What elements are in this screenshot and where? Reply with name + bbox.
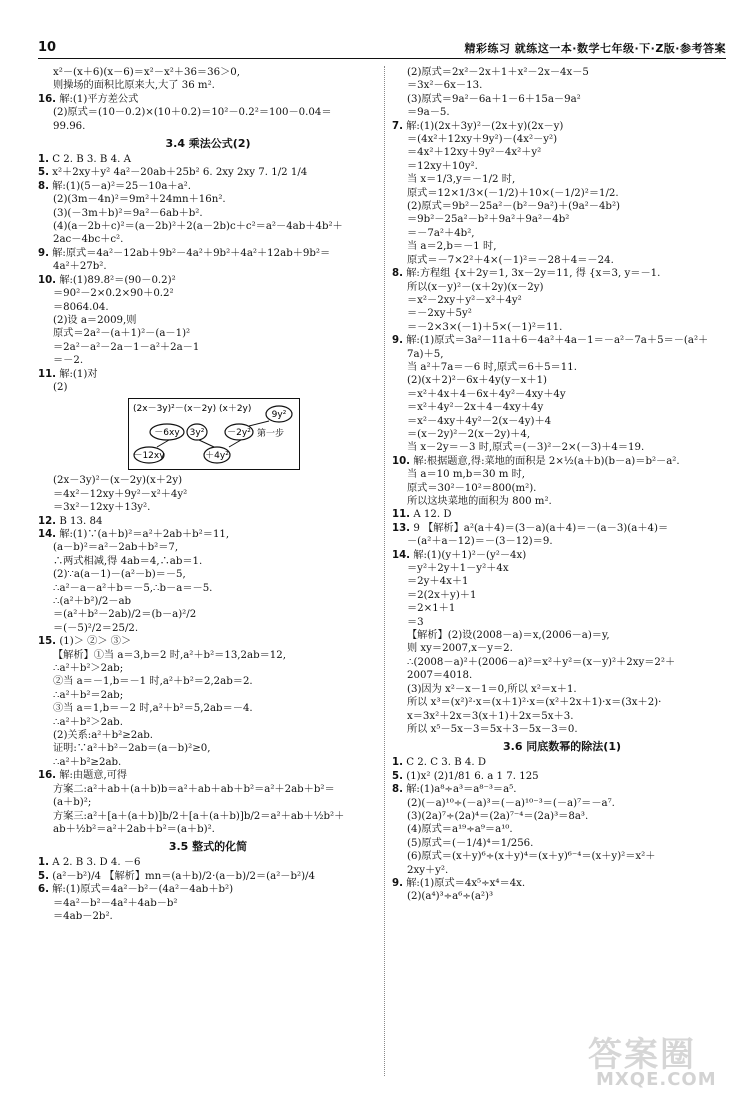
answer-text: x＝3x²＋2x＝3(x＋1)＋2x＝5x＋3. — [407, 710, 574, 722]
answer-line — [392, 642, 732, 655]
answer-text: (2)(x＋2)²－6x＋4y(y－x＋1) — [407, 375, 548, 387]
answer-text: ＝x²＋4x＋4－6x＋4y²－4xy＋4y — [407, 388, 566, 400]
answer-text: C 2. B 3. B 4. A — [52, 154, 131, 166]
answer-text: 解:(1)∵(a＋b)²＝a²＋2ab＋b²＝11, — [59, 528, 230, 540]
answer-text: ＝－2xy＋5y² — [407, 308, 472, 320]
answer-item — [392, 770, 732, 783]
question-number: 14. — [38, 528, 57, 540]
answer-line — [392, 200, 732, 213]
answer-text: 当 a＝10 m,b＝30 m 时, — [407, 469, 526, 481]
answer-text: C 2. C 3. B 4. D — [406, 757, 487, 769]
answer-text: (3)(2a)⁷÷(2a)⁴＝(2a)⁷⁻⁴＝(2a)³＝8a³. — [407, 810, 589, 822]
answer-text: ＝－2. — [53, 355, 84, 367]
answer-item — [392, 455, 732, 468]
diagram-term: ＋4y² — [205, 451, 229, 462]
answer-line — [38, 314, 378, 327]
answer-text: (3)(－3m＋b)²＝9a²－6ab＋b². — [53, 207, 203, 219]
watermark-logo: 答案圈 — [588, 1035, 696, 1075]
answer-text: (1)＞ ②＞ ③＞ — [59, 636, 132, 648]
diagram-arrow — [249, 421, 269, 426]
answer-text: ＝4x²＋12xy＋9y²－4x²＋y² — [407, 147, 542, 159]
diagram-term: －12xy — [133, 451, 165, 462]
question-number: 10. — [392, 455, 411, 467]
answer-text: ＝2a²－a²－2a－1－a²＋2a－1 — [53, 341, 200, 353]
answer-line — [392, 837, 732, 850]
answer-text: ＝(x－2y)²－2(x－2y)＋4, — [407, 428, 531, 440]
answer-text: (2)关系:a²＋b²≥2ab. — [53, 730, 154, 742]
answer-line — [38, 595, 378, 608]
answer-text: (4)(a－2b＋c)²＝(a－2b)²＋2(a－2b)c＋c²＝a²－4ab＋4b²＋ — [53, 221, 343, 233]
answer-item — [38, 515, 378, 528]
answer-text: ＝(4x²＋12xy＋9y²)－(4x²－y²) — [407, 134, 558, 146]
answer-text: 解:(1)(y＋1)²－(y²－4x) — [413, 549, 527, 561]
answer-text: ＝12xy＋10y². — [407, 160, 478, 172]
answer-text: (3)原式＝9a²－6a＋1－6＋15a－9a² — [407, 93, 581, 105]
diagram-term: －6xy — [154, 428, 180, 439]
answer-line — [38, 582, 378, 595]
answer-text: 解:由题意,可得 — [59, 770, 128, 782]
answer-text: ＝2y＋4x＋1 — [407, 576, 469, 588]
question-number: 1. — [38, 154, 49, 166]
answer-text: ∴a²＋b²≥2ab. — [53, 756, 122, 768]
answer-text: ＝4x²－12xy＋9y²－x²＋4y² — [53, 488, 188, 500]
answer-text: ＝(－5)²/2＝25/2. — [53, 622, 139, 634]
answer-text: 原式＝2a²－(a＋1)²－(a－1)² — [53, 328, 191, 340]
answer-line — [392, 307, 732, 320]
answer-line — [392, 66, 732, 79]
answer-line — [38, 354, 378, 367]
answer-line — [392, 482, 732, 495]
answer-line — [392, 823, 732, 836]
answer-line — [38, 716, 378, 729]
answer-item — [392, 334, 732, 347]
answer-line — [38, 689, 378, 702]
answer-text: ∴(a²＋b²)/2－ab — [53, 596, 132, 607]
answer-text: 解:(1)原式＝4a²－b²－(4a²－4ab＋b²) — [52, 884, 234, 896]
answer-text: 解:(1)对 — [59, 368, 98, 380]
diagram-term: 9y² — [271, 410, 287, 421]
answer-line — [392, 227, 732, 240]
answer-text: 所以 x³＝(x²)²·x＝(x＋1)²·x＝(x²＋2x＋1)·x＝(3x＋2)· — [407, 697, 662, 709]
question-number: 1. — [392, 757, 403, 769]
answer-text: (2)设 a＝2009,则 — [53, 314, 137, 326]
answer-line — [38, 233, 378, 246]
answer-text: 解:(1)(5－a)²＝25－10a＋a². — [52, 180, 192, 192]
question-number: 14. — [392, 549, 411, 561]
answer-text: ＝(a²＋b²－2ab)/2＝(b－a)²/2 — [53, 609, 197, 621]
answer-text: ②当 a＝－1,b＝－1 时,a²＋b²＝2,2ab＝2. — [53, 676, 253, 688]
answer-line — [38, 649, 378, 662]
answer-text: (2) — [53, 381, 68, 393]
answer-line — [38, 568, 378, 581]
answer-text: 7a)＋5, — [407, 348, 444, 360]
left-column — [38, 66, 378, 923]
answer-text: (4)原式＝a¹⁹÷a⁹＝a¹⁰. — [407, 824, 513, 836]
answer-text: (3)因为 x²－x－1＝0,所以 x²＝x＋1. — [407, 683, 577, 695]
answer-item — [392, 522, 732, 535]
answer-line — [38, 675, 378, 688]
answer-line — [38, 327, 378, 340]
section-title: 3.5 整式的化简 — [168, 840, 248, 854]
answer-text: (2x－3y)²－(x－2y)(x＋2y) — [53, 475, 183, 487]
page-header — [38, 32, 726, 59]
question-number: 8. — [38, 180, 49, 192]
answer-item — [38, 180, 378, 193]
question-number: 1. — [38, 857, 49, 869]
answer-line — [392, 106, 732, 119]
question-number: 10. — [38, 274, 57, 286]
answer-item — [392, 508, 732, 521]
page-number: 10 — [38, 40, 57, 55]
answer-item — [38, 368, 378, 381]
answer-text: 2007＝4018. — [407, 670, 473, 682]
answer-line — [38, 341, 378, 354]
answer-line — [38, 729, 378, 742]
answer-text: ＝x²－2xy＋y²－x²＋4y² — [407, 294, 522, 306]
answer-text: 【解析】①当 a＝3,b＝2 时,a²＋b²＝13,2ab＝12, — [53, 649, 287, 661]
answer-text: 所以 x⁵－5x－3＝5x＋3－5x－3＝0. — [407, 723, 578, 735]
answer-line — [392, 656, 732, 669]
answer-line — [392, 495, 732, 508]
answer-text: －(a²＋a－12)＝－(3－12)＝9. — [407, 536, 553, 548]
answer-text: 9 【解析】a²(a＋4)＝(3－a)(a＋4)＝－(a－3)(a＋4)＝ — [413, 522, 669, 534]
diagram-term: 3y² — [189, 428, 205, 439]
answer-line — [392, 173, 732, 186]
answer-text: 原式＝30²－10²＝800(m²). — [407, 482, 537, 494]
answer-line — [392, 562, 732, 575]
answer-text: 解:(1)原式＝4x⁵÷x⁴＝4x. — [406, 877, 526, 889]
answer-line — [38, 301, 378, 314]
answer-text: 解:根据题意,得:菜地的面积是 2×½(a＋b)(b－a)＝b²－a². — [413, 455, 680, 467]
answer-text: 所以这块菜地的面积为 800 m². — [407, 496, 552, 507]
answer-text: x²－(x＋6)(x－6)＝x²－x²＋36＝36＞0, — [53, 67, 240, 78]
answer-text: ＝－2×3×(－1)＋5×(－1)²＝11. — [407, 321, 563, 333]
answer-item — [392, 877, 732, 890]
answer-item — [38, 528, 378, 541]
answer-text: 2xy＋y². — [407, 864, 449, 876]
answer-text: 则 xy＝2007,x－y＝2. — [407, 643, 513, 655]
question-number: 6. — [38, 884, 49, 896]
answer-line — [392, 93, 732, 106]
right-column — [392, 66, 732, 904]
answer-text: x²＋2xy＋y² 4a²－20ab＋25b² 6. 2xy 2xy 7. 1/2 1/4 — [52, 167, 308, 179]
answer-text: 4a²＋27b². — [53, 261, 107, 273]
answer-line — [38, 260, 378, 273]
answer-line — [38, 796, 378, 809]
answer-line — [392, 361, 732, 374]
answer-text: (a²－b²)/4 【解析】mn＝(a＋b)/2·(a－b)/2＝(a²－b²)/4 — [52, 870, 315, 882]
answer-item — [38, 274, 378, 287]
answer-text: 原式＝12×1/3×(－1/2)＋10×(－1/2)²＝1/2. — [407, 187, 619, 199]
answer-text: ＝4ab－2b². — [53, 910, 113, 922]
expansion-diagram — [128, 398, 300, 470]
answer-line — [392, 575, 732, 588]
answer-line — [392, 850, 732, 863]
answer-item — [392, 549, 732, 562]
answer-text: ∴a²－a－a²＋b＝－5,∴b－a＝－5. — [53, 582, 213, 594]
answer-line — [392, 294, 732, 307]
question-number: 9. — [392, 335, 403, 347]
answer-line — [392, 213, 732, 226]
answer-text: A 12. D — [413, 509, 452, 521]
question-number: 16. — [38, 93, 57, 105]
answer-text: 解:(1)平方差公式 — [59, 93, 139, 105]
question-number: 9. — [392, 877, 403, 889]
answer-text: B 13. 84 — [59, 515, 103, 527]
answer-text: ∴a²＋b²＝2ab; — [53, 689, 124, 701]
answer-line — [38, 756, 378, 769]
answer-line — [38, 474, 378, 487]
answer-line — [392, 723, 732, 736]
answer-text: 方案三:a²＋[a＋(a＋b)]b/2＋[a＋(a＋b)]b/2＝a²＋ab＋½b²＋ — [53, 810, 345, 822]
answer-line — [392, 589, 732, 602]
answer-text: 【解析】(2)设(2008－a)＝x,(2006－a)＝y, — [407, 630, 610, 642]
answer-line — [38, 287, 378, 300]
answer-text: (2)(3m－4n)²＝9m²＋24mn＋16n². — [53, 194, 226, 206]
column-divider — [384, 66, 385, 1076]
answer-item — [38, 769, 378, 782]
book-title: 精彩练习 就练这一本·数学七年级·下·Z版·参考答案 — [464, 42, 726, 55]
answer-line — [38, 810, 378, 823]
answer-line — [392, 468, 732, 481]
answer-text: (2)(－a)¹⁰÷(－a)³＝(－a)¹⁰⁻³＝(－a)⁷＝－a⁷. — [407, 797, 615, 809]
answer-text: (2)(a⁴)³÷a⁶÷(a²)³ — [407, 891, 494, 903]
answer-text: ＝y²＋2y＋1－y²＋4x — [407, 563, 509, 575]
question-number: 12. — [38, 515, 57, 527]
question-number: 5. — [38, 167, 49, 179]
answer-line — [392, 797, 732, 810]
answer-item — [392, 267, 732, 280]
answer-text: 解:(1)原式＝3a²－11a＋6－4a²＋4a－1＝－a²－7a＋5＝－(a²＋ — [406, 335, 709, 347]
answer-line — [38, 488, 378, 501]
question-number: 11. — [38, 368, 57, 380]
answer-text: 所以(x－y)²－(x＋2y)(x－2y) — [407, 281, 544, 293]
answer-text: ∴两式相减,得 4ab＝4,∴ab＝1. — [53, 555, 203, 567]
answer-line — [38, 120, 378, 133]
answer-text: ＝9a－5. — [407, 107, 450, 119]
answer-item — [38, 856, 378, 869]
answer-text: 当 a²＋7a＝－6 时,原式＝6＋5＝11. — [407, 361, 577, 373]
answer-item — [38, 635, 378, 648]
answer-line — [392, 669, 732, 682]
question-number: 13. — [392, 522, 411, 534]
answer-text: A 2. B 3. D 4. －6 — [52, 857, 141, 869]
answer-text: ∴(2008－a)²＋(2006－a)²＝x²＋y²＝(x－y)²＋2xy＝2²＋ — [407, 656, 676, 668]
answer-line — [392, 428, 732, 441]
answer-line — [38, 106, 378, 119]
question-number: 7. — [392, 120, 403, 132]
answer-item — [392, 756, 732, 769]
diagram-step-label: 第一步 — [257, 429, 285, 440]
answer-line — [392, 133, 732, 146]
answer-line — [392, 864, 732, 877]
answer-text: 解:(1)(2x＋3y)²－(2x＋y)(2x－y) — [406, 120, 564, 132]
answer-text: ∴a²＋b²＞2ab; — [53, 663, 124, 675]
diagram-arrow — [229, 440, 241, 447]
answer-text: ＝90²－2×0.2×90＋0.2² — [53, 288, 174, 300]
answer-text: ＝3x²－6x－13. — [407, 80, 483, 92]
answer-text: (2)原式＝(10－0.2)×(10＋0.2)＝10²－0.2²＝100－0.04＝ — [53, 107, 332, 119]
answer-line — [38, 220, 378, 233]
answer-item — [38, 93, 378, 106]
answer-item — [38, 247, 378, 260]
answer-text: 当 x－2y＝－3 时,原式＝(－3)²－2×(－3)＋4＝19. — [407, 442, 645, 454]
answer-line — [392, 348, 732, 361]
answer-line — [38, 608, 378, 621]
answer-text: ＝x²＋4y²－2x＋4－4xy＋4y — [407, 402, 544, 414]
answer-text: 证明:∵a²＋b²－2ab＝(a－b)²≥0, — [53, 743, 211, 755]
answer-line — [38, 207, 378, 220]
answer-text: ＝3x²－12xy＋13y². — [53, 502, 151, 514]
answer-item — [392, 783, 732, 796]
answer-text: 解:(1)a⁸÷a³＝a⁸⁻³＝a⁵. — [406, 784, 517, 796]
answer-text: ∴a²＋b²＞2ab. — [53, 716, 123, 728]
answer-item — [38, 166, 378, 179]
section-title: 3.6 同底数幂的除法(1) — [502, 740, 622, 754]
answer-line — [392, 79, 732, 92]
answer-text: (a＋b)²; — [53, 797, 92, 809]
question-number: 9. — [38, 247, 49, 259]
answer-line — [392, 535, 732, 548]
answer-text: ＝3 — [407, 616, 424, 628]
answer-text: 解:原式＝4a²－12ab＋9b²－4a²＋9b²＋4a²＋12ab＋9b²＝ — [52, 247, 331, 259]
answer-line — [392, 187, 732, 200]
answer-line — [38, 66, 378, 79]
diagram-expression: (2x－3y)²－(x－2y) (x＋2y) — [133, 404, 252, 415]
answer-line — [392, 240, 732, 253]
answer-item — [38, 153, 378, 166]
answer-line — [392, 321, 732, 334]
answer-line — [38, 555, 378, 568]
answer-line — [38, 193, 378, 206]
answer-text: ＝2(2x＋y)＋1 — [407, 589, 477, 601]
answer-line — [392, 616, 732, 629]
answer-item — [38, 870, 378, 883]
diagram-arrow — [199, 440, 214, 447]
question-number: 16. — [38, 770, 57, 782]
answer-line — [38, 783, 378, 796]
question-number: 15. — [38, 636, 57, 648]
answer-text: 则操场的面积比原来大,大了 36 m². — [53, 80, 215, 92]
section-title: 3.4 乘法公式(2) — [165, 137, 251, 151]
diagram-term: －2y² — [227, 428, 251, 439]
answer-line — [38, 381, 378, 394]
answer-text: ＝2×1＋1 — [407, 603, 456, 615]
answer-text: ＝9b²－25a²－b²＋9a²＋9a²－4b² — [407, 214, 570, 226]
answer-line — [392, 388, 732, 401]
answer-text: 解:方程组 {x＋2y＝1, 3x－2y＝11, 得 {x＝3, y＝－1. — [406, 268, 661, 280]
answer-line — [38, 79, 378, 92]
diagram-arrow — [157, 440, 169, 447]
answer-text: 当 a＝2,b＝－1 时, — [407, 241, 497, 253]
answer-text: (5)原式＝(－1/4)⁴＝1/256. — [407, 837, 534, 849]
answer-line — [38, 622, 378, 635]
answer-text: 99.96. — [53, 120, 86, 132]
answer-text: 当 x＝1/3,y＝－1/2 时, — [407, 174, 516, 186]
answer-text: 解:(1)89.8²＝(90－0.2)² — [59, 274, 176, 286]
question-number: 5. — [392, 770, 403, 782]
answer-line — [392, 254, 732, 267]
answer-line — [38, 910, 378, 923]
watermark-url: MXQE.COM — [596, 1069, 717, 1090]
answer-item — [392, 120, 732, 133]
answer-line — [38, 742, 378, 755]
answer-line — [392, 602, 732, 615]
answer-text: (1)x² (2)1/81 6. a 1 7. 125 — [406, 770, 539, 782]
answer-text: ＝－7a²＋4b², — [407, 227, 475, 239]
answer-text: ＝x²－4xy＋4y²－2(x－4y)＋4 — [407, 415, 552, 427]
answer-text: 2ac－4bc＋c². — [53, 234, 124, 246]
question-number: 8. — [392, 784, 403, 796]
answer-text: 原式＝－7×2²＋4×(－1)²＝－28＋4＝－24. — [407, 254, 614, 266]
answer-line — [392, 441, 732, 454]
answer-line — [38, 501, 378, 514]
answer-line — [38, 662, 378, 675]
answer-text: (2)原式＝9b²－25a²－(b²－9a²)＋(9a²－4b²) — [407, 201, 621, 213]
answer-line — [392, 629, 732, 642]
answer-line — [392, 146, 732, 159]
answer-text: 方案二:a²＋ab＋(a＋b)b＝a²＋ab＋ab＋b²＝a²＋2ab＋b²＝ — [53, 783, 335, 795]
answer-text: (2)∵a(a－1)－(a²－b)＝－5, — [53, 569, 186, 581]
answer-line — [392, 415, 732, 428]
answer-text: ＝8064.04. — [53, 301, 109, 313]
answer-line — [38, 823, 378, 836]
answer-text: ③当 a＝1,b＝－2 时,a²＋b²＝5,2ab＝－4. — [53, 703, 253, 715]
question-number: 11. — [392, 509, 411, 521]
diagram-svg — [129, 399, 299, 469]
answer-line — [392, 683, 732, 696]
answer-text: ab＋½b²＝a²＋2ab＋b²＝(a＋b)². — [53, 823, 215, 835]
answer-line — [38, 702, 378, 715]
answer-text: (a－b)²＝a²－2ab＋b²＝7, — [53, 542, 179, 554]
answer-line — [392, 696, 732, 709]
answer-line — [392, 374, 732, 387]
answer-item — [38, 883, 378, 896]
answer-line — [392, 810, 732, 823]
answer-line — [38, 541, 378, 554]
watermark — [582, 1027, 732, 1097]
question-number: 8. — [392, 268, 403, 280]
answer-text: (6)原式＝(x＋y)⁶÷(x＋y)⁴＝(x＋y)⁶⁻⁴＝(x＋y)²＝x²＋ — [407, 851, 656, 863]
question-number: 5. — [38, 870, 49, 882]
answer-line — [392, 160, 732, 173]
answer-text: ＝4a²－b²－4a²＋4ab－b² — [53, 897, 178, 909]
answer-line — [392, 710, 732, 723]
answer-line — [392, 401, 732, 414]
answer-text: (2)原式＝2x²－2x＋1＋x²－2x－4x－5 — [407, 67, 589, 78]
answer-line — [392, 281, 732, 294]
answer-line — [38, 897, 378, 910]
answer-line — [392, 890, 732, 903]
